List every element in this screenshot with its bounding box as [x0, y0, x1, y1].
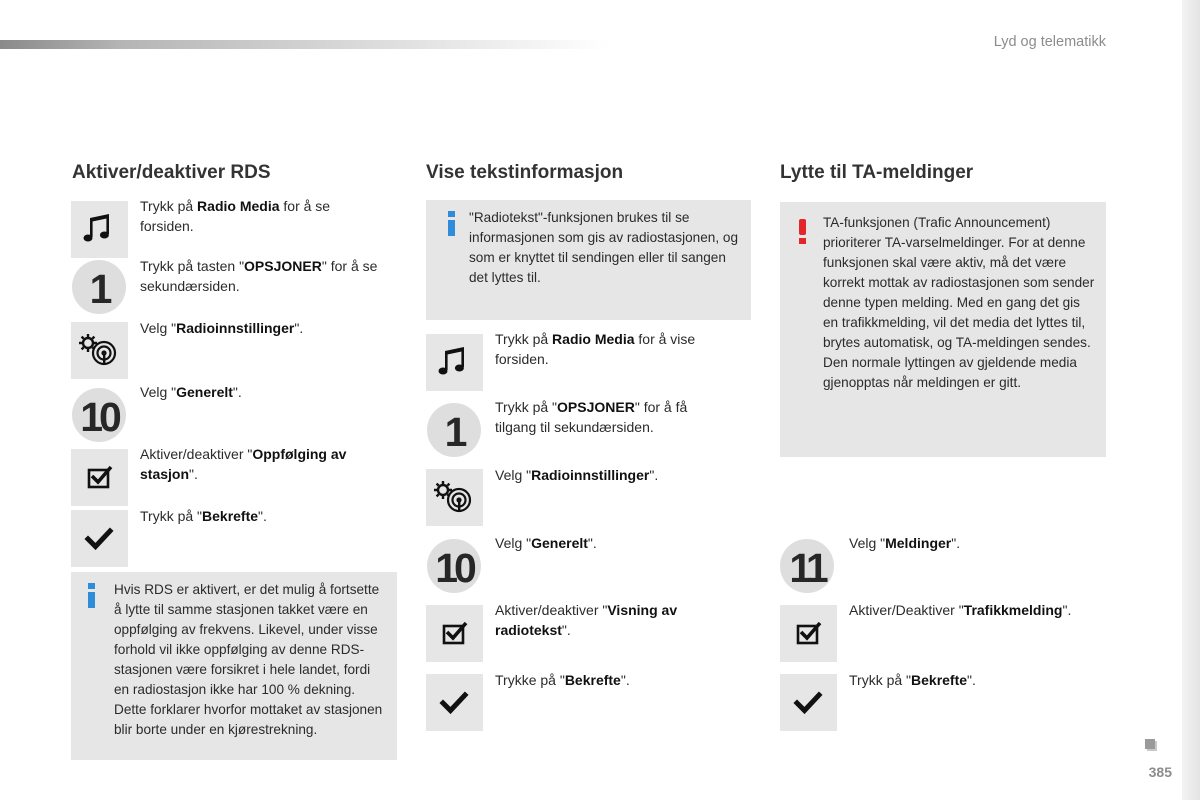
page-number: 385: [1148, 764, 1172, 780]
options-key-1-icon: 1: [427, 403, 481, 457]
radio-media-music-icon: [426, 334, 483, 391]
col2-step-6: Trykke på "Bekrefte".: [495, 672, 630, 688]
col2-step-4: Velg "Generelt".: [495, 535, 597, 551]
col1-step-3: Velg "Radioinnstillinger".: [140, 320, 304, 336]
col3-step-1: Velg "Meldinger".: [849, 535, 961, 551]
radio-settings-icon: [426, 469, 483, 526]
confirm-checkmark-icon: [780, 674, 837, 731]
rds-info-text: Hvis RDS er aktivert, er det mulig å fortsette å lytte til samme stasjonen takket være en oppfølging av frekvens. Likevel, under visse forhold vil ikke oppfølging av denne RDS-stasjonen være forsikret i hele landet, fordi en radiostasjon ikke har 100 % dekning. Dette forklarer hvorfor mottaket av stasjonen blir borte under en kjørestrekning.: [114, 582, 383, 737]
heading-rds: Aktiver/deaktiver RDS: [72, 162, 271, 183]
confirm-checkmark-icon: [71, 510, 128, 567]
confirm-checkmark-icon: [426, 674, 483, 731]
checkbox-checked-icon: [426, 605, 483, 662]
col2-step-3: Velg "Radioinnstillinger".: [495, 467, 659, 483]
radiotext-info-text: "Radiotekst"-funksjonen brukes til se informasjonen som gis av radiostasjonen, og som er knyttet til sendingen eller til sangen det lyttes til.: [469, 210, 739, 285]
checkbox-checked-icon: [71, 449, 128, 506]
col3-step-3: Trykk på "Bekrefte".: [849, 672, 976, 688]
ta-warning-text: TA-funksjonen (Trafic Announcement) prioriterer TA-varselmeldinger. For at denne funksjonen skal være aktiv, må det være korrekt mottak av radiostasjonen som sender denne typen melding. Med en gang det gis en trafikkmelding, vil det media det lyttes til, brytes automatisk, og TA-meldingen sendes. Den normale lyttingen av gjeldende media gjenopptas når meldingen er gitt.: [823, 215, 1095, 390]
page-corner-mark: [1145, 739, 1155, 749]
checkbox-checked-icon: [780, 605, 837, 662]
heading-text-info: Vise tekstinformasjon: [426, 162, 624, 183]
header-gradient-bar: [0, 40, 610, 49]
col1-step-2: Trykk på tasten "OPSJONER" for å se sekundærsiden.: [140, 258, 378, 294]
col1-step-6: Trykk på "Bekrefte".: [140, 508, 267, 524]
heading-ta: Lytte til TA-meldinger: [780, 162, 974, 183]
col1-step-5: Aktiver/deaktiver "Oppfølging av stasjon".: [140, 446, 347, 482]
col3-step-2: Aktiver/Deaktiver "Trafikkmelding".: [849, 602, 1072, 618]
general-key-10-icon: 10: [427, 539, 481, 593]
col2-step-1: Trykk på Radio Media for å vise forsiden.: [495, 331, 696, 367]
col2-step-2: Trykk på "OPSJONER" for å få tilgang til sekundærsiden.: [495, 399, 688, 435]
radio-media-music-icon: [71, 201, 128, 258]
col1-step-1: Trykk på Radio Media for å se forsiden.: [140, 198, 331, 234]
page-edge: [1182, 0, 1200, 800]
general-key-10-icon: 10: [72, 388, 126, 442]
messages-key-11-icon: 11: [780, 539, 834, 593]
options-key-1-icon: 1: [72, 260, 126, 314]
radio-settings-icon: [71, 322, 128, 379]
section-title: Lyd og telematikk: [993, 34, 1106, 50]
col1-step-4: Velg "Generelt".: [140, 384, 242, 400]
col2-step-5: Aktiver/deaktiver "Visning av radiotekst".: [495, 602, 678, 638]
